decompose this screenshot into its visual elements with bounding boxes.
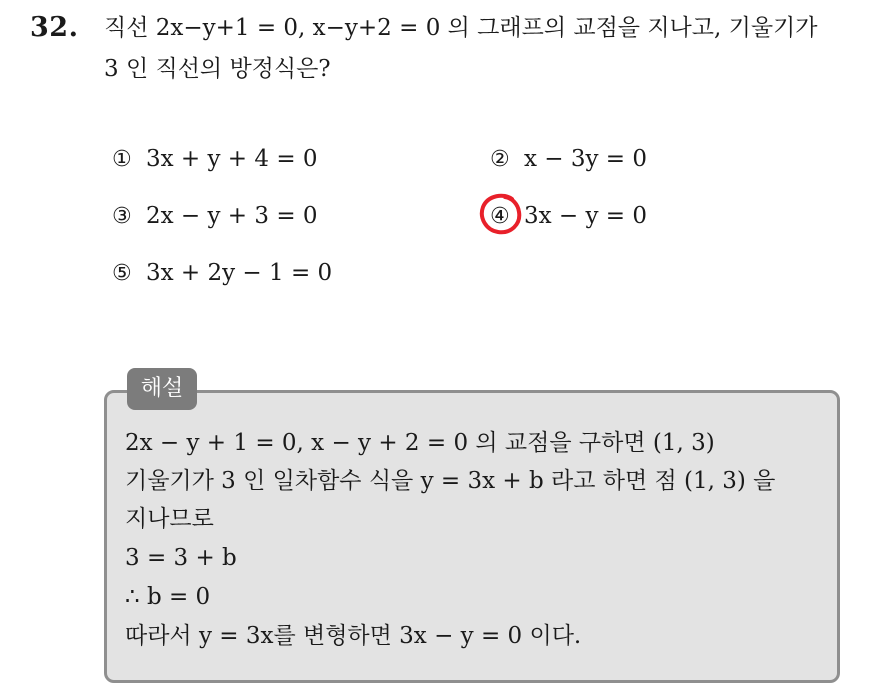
choice-text: x − 3y = 0 bbox=[524, 146, 648, 172]
choice-text: 3x − y = 0 bbox=[524, 203, 648, 229]
choice-number: ① bbox=[112, 147, 132, 172]
choice-1[interactable] bbox=[112, 144, 318, 175]
solution-line: 2x − y + 1 = 0, x − y + 2 = 0 의 교점을 구하면 (1, 3) bbox=[125, 430, 715, 456]
question-text-line-1: 직선 2x−y+1 = 0, x−y+2 = 0 의 그래프의 교점을 지나고, 기울기가 bbox=[104, 15, 818, 41]
solution-label: 해설 bbox=[127, 368, 197, 410]
solution-line: 기울기가 3 인 일차함수 식을 y = 3x + b 라고 하면 점 (1, 3) 을 bbox=[125, 468, 776, 494]
question-number: 32. bbox=[30, 12, 79, 43]
choice-3[interactable] bbox=[112, 201, 318, 232]
solution-line: 지나므로 bbox=[125, 506, 214, 532]
solution-line: 따라서 y = 3x를 변형하면 3x − y = 0 이다. bbox=[125, 623, 582, 649]
choice-text: 2x − y + 3 = 0 bbox=[146, 203, 318, 229]
choice-number: ⑤ bbox=[112, 261, 132, 286]
answer-circle-mark bbox=[476, 189, 526, 239]
question-text-line-2: 3 인 직선의 방정식은? bbox=[104, 56, 331, 82]
choice-5[interactable] bbox=[112, 258, 332, 289]
choice-number: ② bbox=[490, 147, 510, 172]
choice-number: ④ bbox=[490, 204, 510, 229]
choice-text: 3x + 2y − 1 = 0 bbox=[146, 260, 333, 286]
solution-line: 3 = 3 + b bbox=[125, 545, 237, 571]
solution-line: ∴ b = 0 bbox=[125, 584, 211, 610]
choice-text: 3x + y + 4 = 0 bbox=[146, 146, 318, 172]
choice-2[interactable] bbox=[490, 144, 647, 175]
choice-number: ③ bbox=[112, 204, 132, 229]
